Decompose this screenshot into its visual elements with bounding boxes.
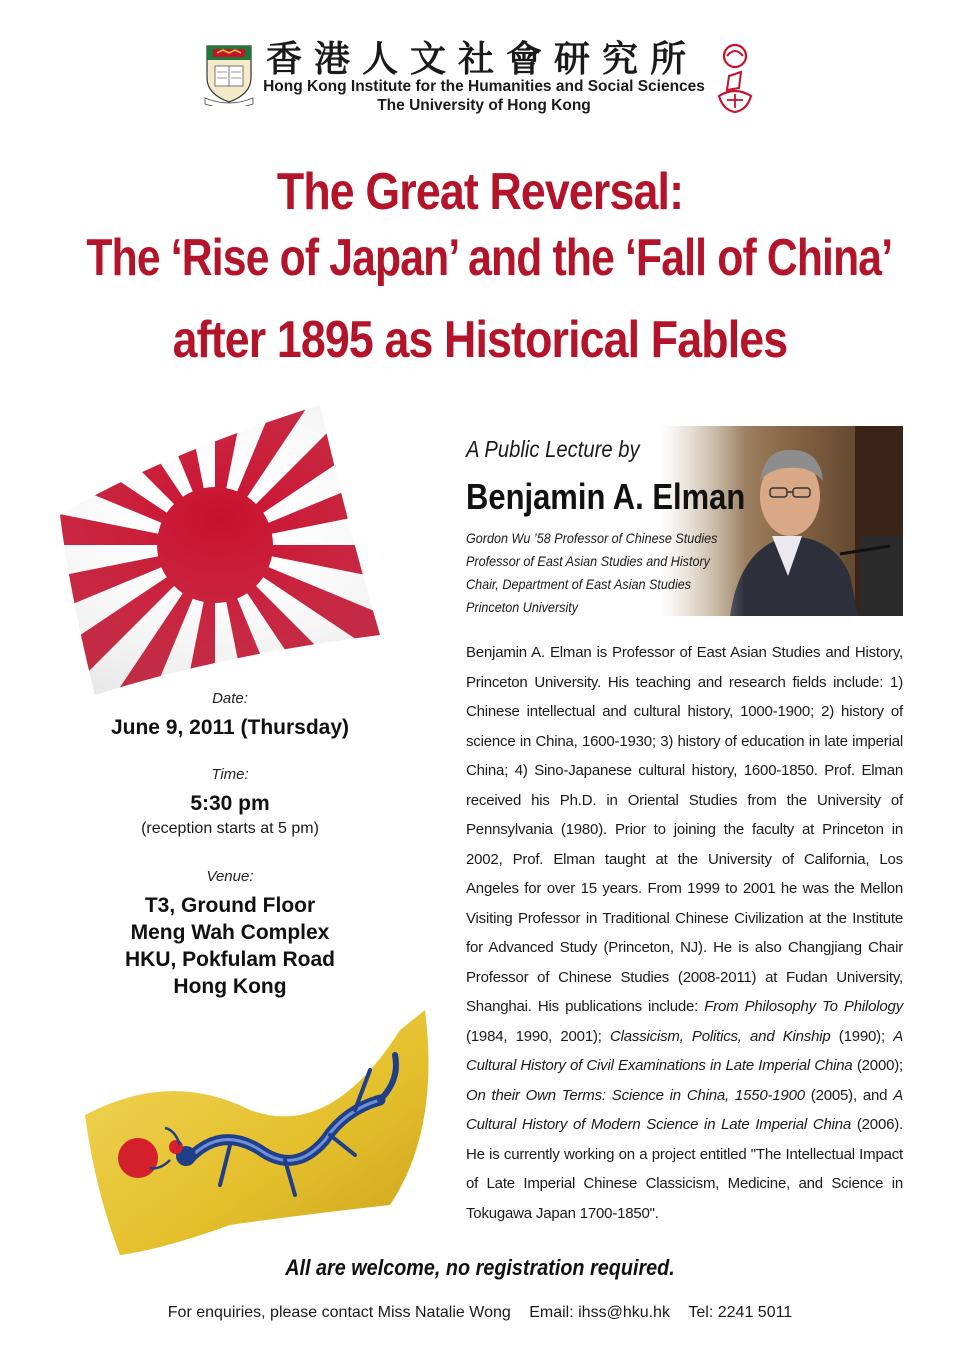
venue-line: Meng Wah Complex — [130, 921, 330, 944]
bio-text: Benjamin A. Elman is Professor of East Asian Studies and History, Princeton University. His teaching and research fields include: 1) Chinese intellectual and cultural history, 1000-1900; 2) history of science in China, 1600-1930; 3) history of education in late imperial China; 4) Sino-Japanese cultural history, 1600-1850. Prof. Elman received his Ph.D. in Oriental Studies from the University of Pennsylvania (1980). Prior to joining the faculty at Princeton in 2002, Prof. Elman taught at the University of California, Los Angeles for over 15 years. From 1999 to 2001 he was the Mellon Visiting Professor in Traditional Chinese Civilization at the Institute for Advanced Study (Princeton, NJ). He is also Changjiang Chair Professor of Chinese Studies (2008-2011) at Fudan University, Shanghai. His publications include: — [466, 644, 903, 1015]
venue-line: Hong Kong — [173, 975, 287, 998]
book-title: Classicism, Politics, and Kinship — [610, 1027, 831, 1045]
event-time: 5:30 pm — [190, 792, 270, 815]
speaker-title: Gordon Wu ’58 Professor of Chinese Studies — [466, 530, 718, 546]
hku-crest-icon — [203, 44, 255, 106]
speaker-titles — [466, 527, 745, 619]
institute-chinese-name: 香港人文社會研究所 — [265, 38, 698, 80]
institute-seal-icon — [713, 42, 757, 114]
institute-english-name: Hong Kong Institute for the Humanities and Social Sciences — [263, 78, 705, 95]
speaker-title: Princeton University — [466, 599, 579, 615]
welcome-note: All are welcome, no registration required. — [285, 1255, 675, 1280]
book-title: From Philosophy To Philology — [704, 998, 903, 1015]
book-title: On their Own Terms: Science in China, 1550-1900 — [466, 1086, 805, 1104]
title-line-3: after 1895 as Historical Fables — [172, 311, 788, 369]
book-years: (2005), and — [810, 1086, 888, 1104]
yellow-dragon-flag-image — [80, 1010, 470, 1260]
rising-sun-flag-image — [0, 395, 440, 705]
title-line-1: The Great Reversal: — [276, 163, 684, 221]
time-label: Time: — [211, 766, 249, 783]
enquiries-email[interactable]: Email: ihss@hku.hk — [529, 1304, 670, 1321]
book-title: A Cultural History of Civil Examinations in Late Imperial China — [466, 1027, 904, 1074]
book-years: (1990); — [838, 1027, 885, 1045]
book-years: (2006). He is currently working on a project entitled "The Intellectual Impact of Late Imperial Chinese Classicism, Medicine, and Science in Tokugawa Japan 1700-1850". — [466, 1116, 903, 1222]
book-title: A Cultural History of Modern Science in Late Imperial China — [466, 1086, 904, 1133]
event-date: June 9, 2011 (Thursday) — [110, 716, 350, 739]
date-label: Date: — [212, 690, 248, 707]
venue-label: Venue: — [206, 868, 254, 885]
university-name: The University of Hong Kong — [377, 97, 591, 114]
enquiries-row — [0, 1304, 960, 1322]
lecture-intro: A Public Lecture by — [466, 436, 640, 462]
speaker-title: Professor of East Asian Studies and History — [466, 553, 710, 569]
venue-address — [70, 892, 390, 1000]
enquiries-phone[interactable]: Tel: 2241 5011 — [688, 1304, 793, 1321]
speaker-biography — [466, 638, 903, 1228]
venue-line: T3, Ground Floor — [144, 894, 316, 917]
speaker-title: Chair, Department of East Asian Studies — [466, 576, 692, 592]
enquiries-contact: For enquiries, please contact Miss Natalie Wong — [167, 1304, 511, 1321]
venue-line: HKU, Pokfulam Road — [124, 948, 336, 971]
speaker-name: Benjamin A. Elman — [466, 476, 746, 517]
book-years: (1984, 1990, 2001); — [466, 1027, 602, 1045]
book-years: (2000); — [856, 1057, 903, 1074]
title-line-2: The ‘Rise of Japan’ and the ‘Fall of China’ — [86, 229, 893, 287]
reception-note: (reception starts at 5 pm) — [141, 820, 319, 837]
